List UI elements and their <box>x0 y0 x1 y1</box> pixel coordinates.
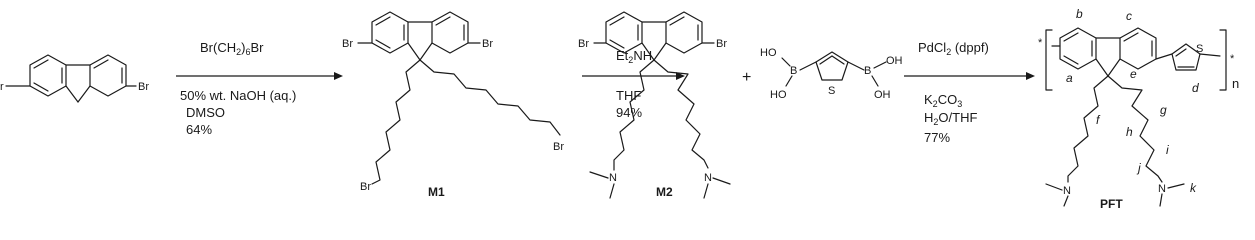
m1-br-chain-2: Br <box>553 141 564 153</box>
pft-end-star-left: * <box>1038 37 1043 49</box>
m2-n-2: N <box>704 172 712 184</box>
m2-br-left: Br <box>578 38 589 50</box>
boron-left: B <box>790 65 798 77</box>
step3-catalyst: PdCl$_2$ (dppf) <box>918 40 989 57</box>
thiophene-diboronic-acid <box>760 47 903 101</box>
arrow-step-3 <box>904 40 1035 145</box>
br-label-left-cropped: r <box>0 81 4 93</box>
pft-thiophene-s: S <box>1196 43 1204 55</box>
step3-base: $K_2CO_3$ <box>924 92 963 109</box>
m2-label: M2 <box>656 185 673 199</box>
m1-br-chain-1: Br <box>360 181 371 193</box>
step2-solvent: THF <box>616 88 642 103</box>
m2-n-1: N <box>609 172 617 184</box>
compound-m2 <box>578 12 730 199</box>
pft-position-i: i <box>1166 143 1169 157</box>
pft-position-a: a <box>1066 71 1073 85</box>
arrow-step-2 <box>582 48 685 120</box>
m1-label: M1 <box>428 185 445 199</box>
pft-position-c: c <box>1126 9 1132 23</box>
pft-label: PFT <box>1100 197 1123 209</box>
step1-cond-2: DMSO <box>186 105 225 120</box>
m2-br-right: Br <box>716 38 727 50</box>
pft-repeat-n: n <box>1232 76 1240 91</box>
pft-position-g: g <box>1160 103 1167 117</box>
ho-left-bottom: HO <box>770 89 787 101</box>
m1-br-left: Br <box>342 38 353 50</box>
step2-reagent: $Et_2NH$ <box>616 48 653 65</box>
step1-reagent: $Br(CH_2)_6Br$ <box>200 40 264 57</box>
oh-right-bottom: OH <box>874 89 891 101</box>
pft-position-j: j <box>1138 161 1141 175</box>
pft-position-d: d <box>1192 81 1199 95</box>
pft-position-e: e <box>1130 67 1137 81</box>
ho-left-top: HO <box>760 47 777 59</box>
br-label-right: Br <box>138 81 149 93</box>
pft-n-1: N <box>1063 185 1071 197</box>
compound-m1 <box>342 12 564 199</box>
pft-position-b: b <box>1076 7 1083 21</box>
boron-right: B <box>864 65 872 77</box>
pft-end-star-right: * <box>1230 53 1235 65</box>
arrow-step-1 <box>176 40 343 137</box>
step1-yield: 64% <box>186 122 213 137</box>
thiophene-s-label: S <box>828 85 836 97</box>
pft-position-f: f <box>1096 113 1100 127</box>
pft-position-k: k <box>1190 181 1196 195</box>
step3-solvent: $H_2O$/THF <box>924 110 978 127</box>
oh-right-top: OH <box>886 55 903 67</box>
m1-br-right: Br <box>482 38 493 50</box>
step2-yield: 94% <box>616 105 643 120</box>
compound-pft <box>1038 7 1239 209</box>
pft-position-h: h <box>1126 125 1133 139</box>
step3-yield: 77% <box>924 130 951 145</box>
pft-n-2: N <box>1158 183 1166 195</box>
starting-material <box>0 55 149 102</box>
plus-sign: + <box>742 69 752 86</box>
step1-cond-1: 50% wt. NaOH (aq.) <box>180 88 297 103</box>
